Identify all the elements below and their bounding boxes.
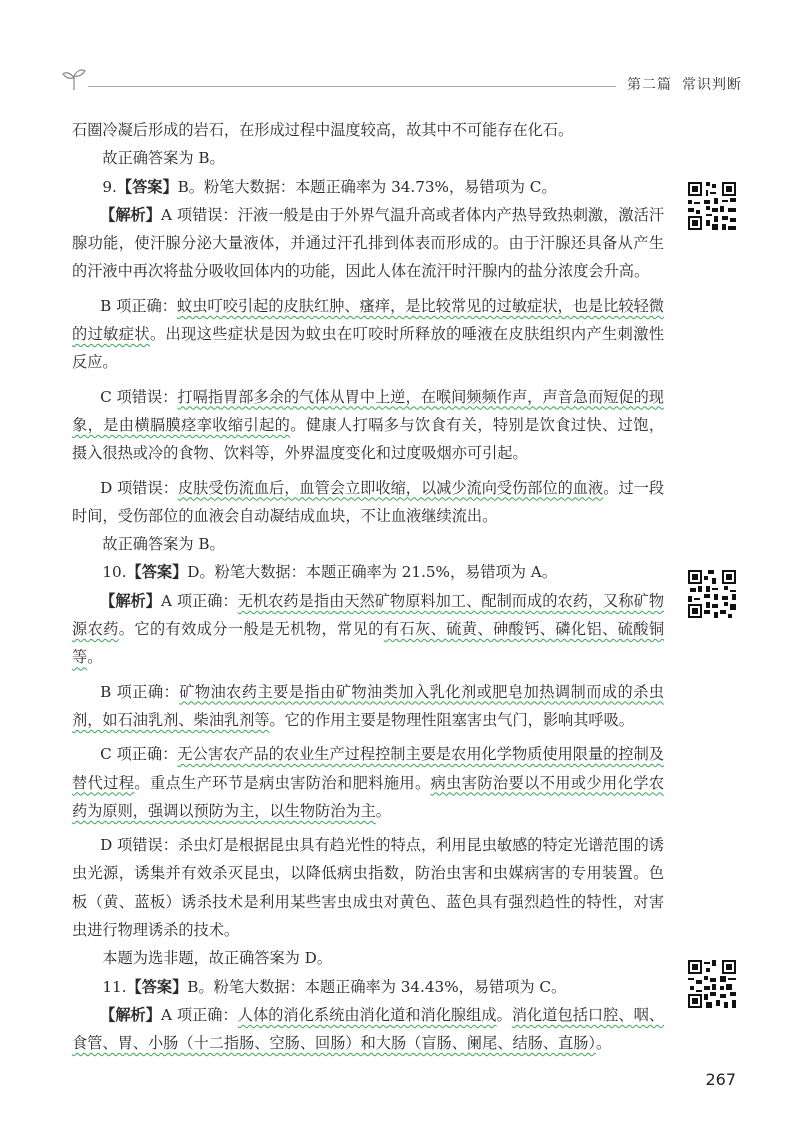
q9-d-underlined: 皮肤受伤流血后，血管会立即收缩，以减少流向受伤部位的血液	[177, 478, 604, 497]
paragraph-continued: 石圈冷凝后形成的岩石，在形成过程中温度较高，故其中不可能存在化石。	[72, 121, 574, 139]
qr-code-icon	[686, 958, 738, 1010]
q9-analysis-label: 【解析】	[100, 205, 162, 224]
q10-a-underlined-1: 无机农药是指由天然矿物原料加工、配制而成的农药，又称矿物源农药	[72, 591, 665, 639]
q10-d-prefix: D 项错误：	[100, 836, 178, 855]
q10-conclusion: 本题为选非题，故正确答案为 D。	[102, 949, 333, 968]
q9-b-rest: 。出现这些症状是因为蚊虫在叮咬时所释放的唾液在皮肤组织内产生刺激性反应。	[72, 325, 665, 372]
q10-answer-label: 【答案】	[126, 563, 188, 582]
q10-c-end: 。	[375, 801, 391, 820]
q9-a-text: A 项错误：汗液一般是由于外界气温升高或者体内产热导致热刺激，激活汗腺功能，使汗腺分泌大量液体，并通过汗孔排到体表而形成的。由于汗腺还具备从产生的汗液中再次将盐分吸收回体内的功能，因此人体在流汗时汗腺内的盐分浓度会升高。	[72, 205, 665, 281]
q9-d-prefix: D 项错误：	[100, 478, 178, 497]
q10-a-end: 。	[87, 648, 103, 667]
q10-number: 10.	[102, 563, 127, 582]
section-label: 常识判断	[682, 77, 742, 93]
q10-analysis-a	[72, 587, 664, 672]
q9-b-underlined: 蚊虫叮咬引起的皮肤红肿、瘙痒，是比较常见的过敏症状，也是比较轻微的过敏症状	[72, 296, 664, 344]
q10-answer-heading	[72, 558, 664, 586]
q9-b-prefix: B 项正确：	[100, 296, 178, 315]
q10-c-mid: 。重点生产环节是病虫害防治和肥料施用。	[134, 773, 431, 792]
part-label: 第二篇	[627, 77, 672, 93]
q10-c-underlined-2: 病虫害防治要以不用或少用化学农药为原则，强调以预防为主，以生物防治为主	[72, 773, 665, 820]
q11-answer-label: 【答案】	[126, 977, 188, 996]
q9-analysis-d	[72, 474, 664, 531]
page-header	[60, 66, 742, 96]
qr-code-q11[interactable]	[686, 958, 738, 1010]
q9-number: 9.	[102, 177, 117, 196]
q9-d-rest: 。过一段时间，受伤部位的血液会自动凝结成血块，不让血液继续流出。	[72, 478, 665, 525]
q9-answer-text: B。粉笔大数据：本题正确率为 34.73%，易错项为 C。	[177, 177, 557, 196]
q9-c-underlined: 打嗝指胃部多余的气体从胃中上逆，在喉间频频作声，声音急而短促的现象，是由横膈膜痉挛收缩引起的	[72, 387, 664, 434]
q11-a-end: 。	[595, 1034, 612, 1053]
q11-analysis-label: 【解析】	[100, 1005, 162, 1024]
q10-answer-text: D。粉笔大数据：本题正确率为 21.5%，易错项为 A。	[187, 563, 557, 582]
sprout-icon	[60, 66, 88, 92]
q10-a-mid: 。它的有效成分一般是无机物，常见的	[118, 620, 384, 639]
page-content	[72, 116, 664, 1058]
q10-analysis-d	[72, 831, 664, 944]
q10-analysis-b	[72, 678, 664, 735]
q10-c-underlined-1: 无公害农产品的农业生产过程控制主要是农用化学物质使用限量的控制及替代过程	[72, 745, 664, 792]
q10-a-underlined-2: 有石灰、硫黄、砷酸钙、磷化铝、硫酸铜等	[72, 620, 665, 667]
q9-c-rest: 。健康人打嗝多与饮食有关，特别是饮食过快、过饱，摄入很热或冷的食物、饮料等，外界温度变化和过度吸烟亦可引起。	[72, 415, 665, 463]
q11-a-underlined-2: 消化道包括口腔、咽、食管、胃、小肠（十二指肠、空肠、回肠）和大肠（盲肠、阑尾、结肠、直肠）	[72, 1005, 665, 1053]
q11-answer-text: B。粉笔大数据：本题正确率为 34.43%，易错项为 C。	[187, 977, 567, 996]
qr-code-icon	[686, 180, 738, 232]
q10-analysis-c	[72, 740, 664, 825]
q9-answer-heading	[72, 173, 664, 201]
q10-d-text: 杀虫灯是根据昆虫具有趋光性的特点，利用昆虫敏感的特定光谱范围的诱虫光源，诱集并有效杀灭昆虫，以降低病虫指数，防治虫害和虫媒病害的专用装置。色板（黄、蓝板）诱杀技术是利用某些害虫成虫对黄色、蓝色具有强烈趋性的特性，对害虫进行物理诱杀的技术。	[72, 836, 664, 940]
q9-analysis-c	[72, 383, 664, 468]
q10-analysis-label: 【解析】	[100, 591, 162, 610]
q11-a-mid: 。	[496, 1005, 512, 1024]
qr-code-q10[interactable]	[686, 568, 738, 620]
q10-a-prefix: A 项正确：	[161, 591, 238, 610]
qr-code-icon	[686, 568, 738, 620]
page-number: 267	[705, 1070, 736, 1089]
header-rule	[88, 86, 616, 87]
q11-number: 11.	[102, 977, 127, 996]
q9-conclusion: 故正确答案为 B。	[102, 535, 225, 554]
q10-c-prefix: C 项正确：	[100, 745, 178, 764]
qr-code-q9[interactable]	[686, 180, 738, 232]
q9-answer-label: 【答案】	[116, 177, 178, 196]
q11-analysis-a	[72, 1001, 664, 1058]
q10-b-underlined: 矿物油农药主要是指由矿物油类加入乳化剂或肥皂加热调制而成的杀虫剂，如石油乳剂、柴油乳剂等	[72, 682, 664, 729]
q10-b-prefix: B 项正确：	[100, 682, 180, 701]
q11-answer-heading	[72, 973, 664, 1001]
paragraph-answer-prev: 故正确答案为 B。	[102, 149, 225, 168]
q11-a-prefix: A 项正确：	[161, 1005, 238, 1024]
q10-b-rest: 。它的作用主要是物理性阻塞害虫气门，影响其呼吸。	[269, 710, 634, 729]
q9-c-prefix: C 项错误：	[100, 387, 178, 406]
q9-analysis-a	[72, 201, 664, 286]
q11-a-underlined-1: 人体的消化系统由消化道和消化腺组成	[237, 1005, 497, 1024]
section-title	[627, 74, 742, 94]
q9-analysis-b	[72, 292, 664, 377]
